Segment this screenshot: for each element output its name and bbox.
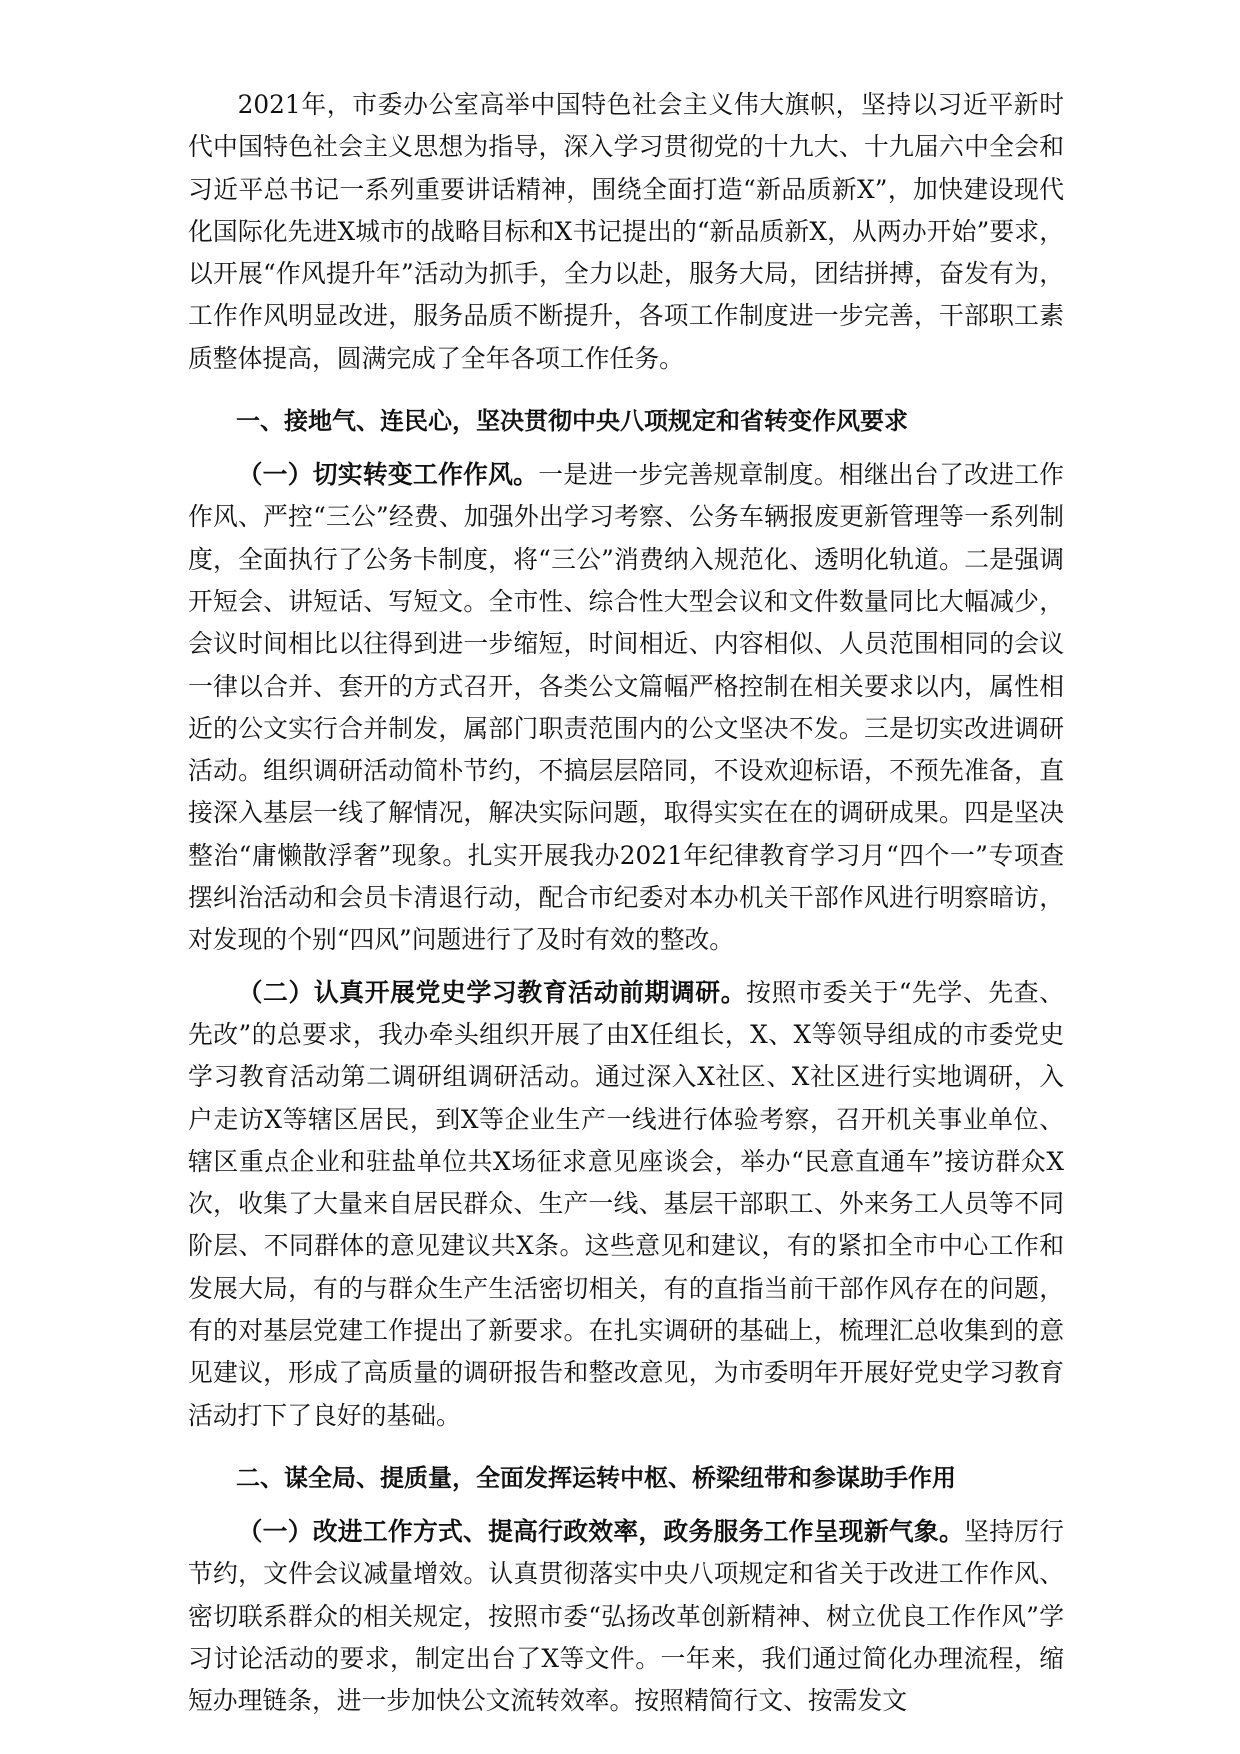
section-2-item-1-body: 坚持厉行节约，文件会议减量增效。认真贯彻落实中央八项规定和省关于改进工作作风、密切联系群众的相关规定，按照市委“弘扬改革创新精神、树立优良工作作风”学习讨论活动的要求，制定出台了X等文件。一年来，我们通过简化办理流程，缩短办理链条，进一步加快公文流转效率。按照精简行文、按需发文	[188, 1516, 1064, 1716]
section-1-item-2-lead: （二）认真开展党史学习教育活动前期调研。	[237, 977, 747, 1007]
section-2-heading: 二、谋全局、提质量，全面发挥运转中枢、桥梁纽带和参谋助手作用	[236, 1463, 956, 1492]
section-2-item-1-lead: （一）改进工作方式、提高行政效率，政务服务工作呈现新气象。	[237, 1516, 965, 1546]
intro-paragraph: 2021年，市委办公室高举中国特色社会主义伟大旗帜，坚持以习近平新时代中国特色社会主义思想为指导，深入学习贯彻党的十九大、十九届六中全会和习近平总书记一系列重要讲话精神，围绕全面打造“新品质新X”，加快建设现代化国际化先进X城市的战略目标和X书记提出的“新品质新X，从两办开始”要求，以开展“作风提升年”活动为抓手，全力以赴，服务大局，团结拼搏，奋发有为，工作作风明显改进，服务品质不断提升，各项工作制度进一步完善，干部职工素质整体提高，圆满完成了全年各项工作任务。	[188, 90, 1064, 373]
spacer	[188, 962, 1064, 972]
section-1-item-1-body: 一是进一步完善规章制度。相继出台了改进工作作风、严控“三公”经费、加强外出学习考察、公务车辆报废更新管理等一系列制度，全面执行了公务卡制度，将“三公”消费纳入规范化、透明化轨道。二是强调开短会、讲短话、写短文。全市性、综合性大型会议和文件数量同比大幅减少，会议时间相比以往得到进一步缩短，时间相近、内容相似、人员范围相同的会议一律以合并、套开的方式召开，各类公文篇幅严格控制在相关要求以内，属性相近的公文实行合并制发，属部门职责范围内的公文坚决不发。三是切实改进调研活动。组织调研活动简朴节约，不搞层层陪同，不设欢迎标语，不预先准备，直接深入基层一线了解情况，解决实际问题，取得实实在在的调研成果。四是坚决整治“庸懒散浮奢”现象。扎实开展我办2021年纪律教育学习月“四个一”专项查摆纠治活动和会员卡清退行动，配合市纪委对本办机关干部作风进行明察暗访，对发现的个别“四风”问题进行了及时有效的整改。	[188, 460, 1064, 955]
spacer	[188, 380, 1064, 390]
section-2-item-1	[188, 1511, 1064, 1722]
section-1-item-2	[188, 972, 1064, 1437]
section-1-heading: 一、接地气、连民心，坚决贯彻中央八项规定和省转变作风要求	[236, 407, 908, 436]
section-1-item-2-body: 按照市委关于“先学、先查、先改”的总要求，我办牵头组织开展了由X任组长，X、X等领导组成的市委党史学习教育活动第二调研组调研活动。通过深入X社区、X社区进行实地调研，入户走访X等辖区居民，到X等企业生产一线进行体验考察，召开机关事业单位、辖区重点企业和驻盐单位共X场征求意见座谈会，举办“民意直通车”接访群众X次，收集了大量来自居民群众、生产一线、基层干部职工、外来务工人员等不同阶层、不同群体的意见建议共X条。这些意见和建议，有的紧扣全市中心工作和发展大局，有的与群众生产生活密切相关，有的直指当前干部作风存在的问题，有的对基层党建工作提出了新要求。在扎实调研的基础上，梳理汇总收集到的意见建议，形成了高质量的调研报告和整改意见，为市委明年开展好党史学习教育活动打下了良好的基础。	[188, 977, 1064, 1430]
spacer	[188, 1437, 1064, 1447]
section-1-item-1	[188, 454, 1064, 962]
section-1-item-1-lead: （一）切实转变工作作风。	[237, 460, 539, 490]
document-page	[188, 84, 1064, 1722]
